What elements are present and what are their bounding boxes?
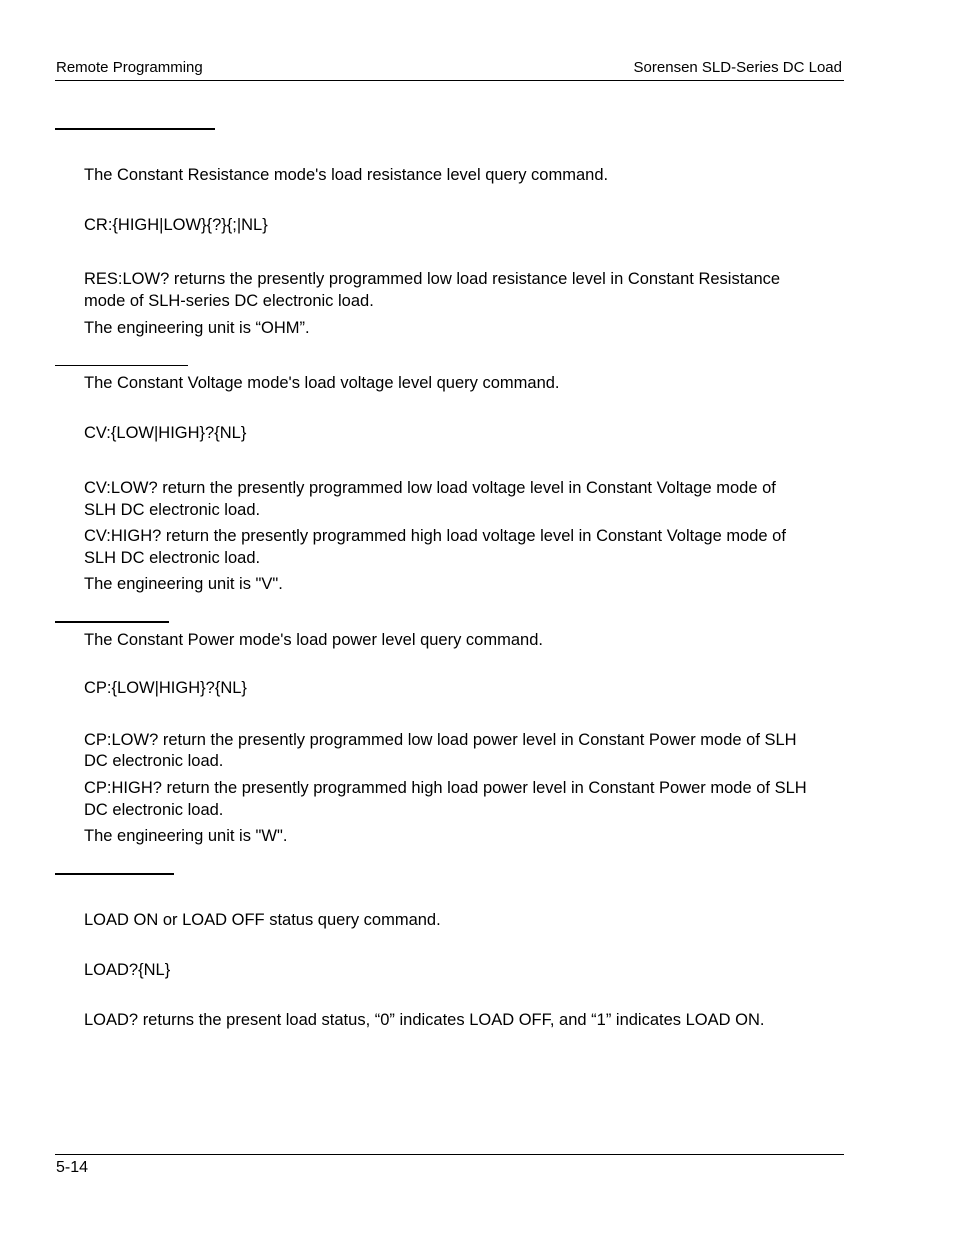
cv-detail-line: CV:LOW? return the presently programmed low load voltage level in Constant Voltage mode of bbox=[84, 479, 776, 497]
running-header-product: Sorensen SLD-Series DC Load bbox=[633, 59, 842, 76]
res-syntax: CR:{HIGH|LOW}{?}{;|NL} bbox=[84, 216, 268, 234]
res-detail-line: mode of SLH-series DC electronic load. bbox=[84, 292, 374, 310]
cp-detail-line: CP:HIGH? return the presently programmed high load power level in Constant Power mode of SLH bbox=[84, 779, 807, 797]
cp-syntax: CP:{LOW|HIGH}?{NL} bbox=[84, 679, 247, 697]
load-detail-line: LOAD? returns the present load status, “0” indicates LOAD OFF, and “1” indicates LOAD ON. bbox=[84, 1011, 765, 1029]
cv-syntax: CV:{LOW|HIGH}?{NL} bbox=[84, 424, 247, 442]
cp-description: The Constant Power mode's load power level query command. bbox=[84, 631, 543, 649]
cv-description: The Constant Voltage mode's load voltage level query command. bbox=[84, 374, 560, 392]
header-rule bbox=[55, 80, 844, 81]
section-heading-rule-cp bbox=[55, 621, 169, 623]
cp-unit-note: The engineering unit is "W". bbox=[84, 827, 288, 845]
cp-detail-line: CP:LOW? return the presently programmed low load power level in Constant Power mode of SLH bbox=[84, 731, 797, 749]
section-heading-rule-res bbox=[55, 128, 215, 130]
load-syntax: LOAD?{NL} bbox=[84, 961, 171, 979]
cp-detail-line: DC electronic load. bbox=[84, 801, 224, 819]
section-heading-rule-load bbox=[55, 873, 174, 875]
section-heading-rule-cv bbox=[55, 365, 188, 366]
load-description: LOAD ON or LOAD OFF status query command. bbox=[84, 911, 441, 929]
res-detail-line: RES:LOW? returns the presently programmed low load resistance level in Constant Resistance bbox=[84, 270, 781, 288]
cv-unit-note: The engineering unit is "V". bbox=[84, 575, 283, 593]
running-header-section: Remote Programming bbox=[56, 59, 203, 76]
res-description: The Constant Resistance mode's load resistance level query command. bbox=[84, 166, 609, 184]
cv-detail-line: SLH DC electronic load. bbox=[84, 549, 261, 567]
cv-detail-line: CV:HIGH? return the presently programmed high load voltage level in Constant Voltage mode of bbox=[84, 527, 786, 545]
res-unit-note: The engineering unit is “OHM”. bbox=[84, 319, 310, 337]
page-number: 5-14 bbox=[56, 1159, 89, 1176]
footer-rule bbox=[55, 1154, 844, 1155]
cv-detail-line: SLH DC electronic load. bbox=[84, 501, 261, 519]
cp-detail-line: DC electronic load. bbox=[84, 752, 224, 770]
